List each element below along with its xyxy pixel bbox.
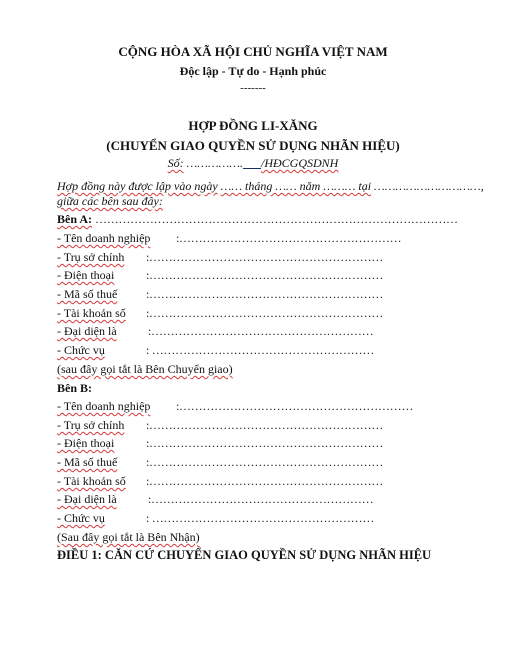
party-b-field-label: - Điện thoại [57,436,115,450]
party-a-dots: ………………………………………………………………………………… [95,212,458,226]
number-dots: ……………. [186,156,243,170]
contract-number [0,156,506,171]
number-blank: ___ [243,156,261,170]
intro-text: Hợp đồng này được lập vào ngày [57,179,218,193]
party-a-field-label: - Tên doanh nghiệp [57,231,151,245]
party-b-field-dots: :………………………………………………… [148,492,374,506]
number-suffix: /HĐCGQSDNH [261,156,339,170]
party-b-field-label: - Trụ sở chính [57,418,125,432]
party-b-field-dots: : ………………………………………………… [146,511,375,525]
party-a-field-dots: :………………………………………………… [176,231,402,245]
party-a-field-dots: :…………………………………………………… [146,250,384,264]
intro-place: …………………………, [374,179,484,193]
party-b-field-label: - Tên doanh nghiệp [57,399,151,413]
party-a-note: (sau đây gọi tắt là Bên Chuyển giao) [57,362,233,376]
party-b-field-label: - Mã số thuế [57,455,118,469]
party-a-field-label: - Trụ sở chính [57,250,125,264]
party-b-field-dots: :…………………………………………………… [146,474,384,488]
party-a-heading [57,212,458,227]
party-a-field-dots: :…………………………………………………… [146,268,384,282]
party-a-field-dots: : ………………………………………………… [146,343,375,357]
party-a-field-dots: :…………………………………………………… [146,306,384,320]
party-b-field-label: - Tài khoản số [57,474,126,488]
party-a-field-label: - Tài khoản số [57,306,126,320]
party-a-field-dots: :………………………………………………… [148,324,374,338]
party-b-heading: Bên B: [57,381,93,395]
party-b-field-dots: :…………………………………………………… [146,418,384,432]
motto: Độc lập - Tự do - Hạnh phúc [179,64,327,78]
party-b-field-label: - Chức vụ [57,511,105,525]
party-a-field-label: - Mã số thuế [57,287,118,301]
party-a-field-label: - Điện thoại [57,268,115,282]
intro-date: …… tháng …… năm ……… tại [220,179,372,193]
intro-line-1 [57,179,484,194]
party-b-field-label: - Đại diện là [57,492,117,506]
header-separator: ------- [240,82,266,94]
party-a-field-label: - Chức vụ [57,343,105,357]
intro-line-2: giữa các bên sau đây: [57,194,163,208]
party-b-field-dots: :…………………………………………………… [176,399,414,413]
country-heading: CỘNG HÒA XÃ HỘI CHỦ NGHĨA VIỆT NAM [118,44,388,59]
party-b-note: (Sau đây gọi tắt là Bên Nhận) [57,530,200,544]
party-a-label: Bên A: [57,212,93,226]
number-label: Số: [167,156,184,170]
article-1-heading: ĐIỀU 1: CĂN CỨ CHUYỂN GIAO QUYỀN SỬ DỤNG NHÃN HIỆU [57,548,432,562]
contract-title: HỢP ĐỒNG LI-XĂNG [188,118,318,133]
contract-subtitle: (CHUYỂN GIAO QUYỀN SỬ DỤNG NHÃN HIỆU) [106,138,400,153]
party-a-field-dots: :…………………………………………………… [146,287,384,301]
party-a-field-label: - Đại diện là [57,324,117,338]
party-b-field-dots: :…………………………………………………… [146,436,384,450]
party-b-field-dots: :…………………………………………………… [146,455,384,469]
